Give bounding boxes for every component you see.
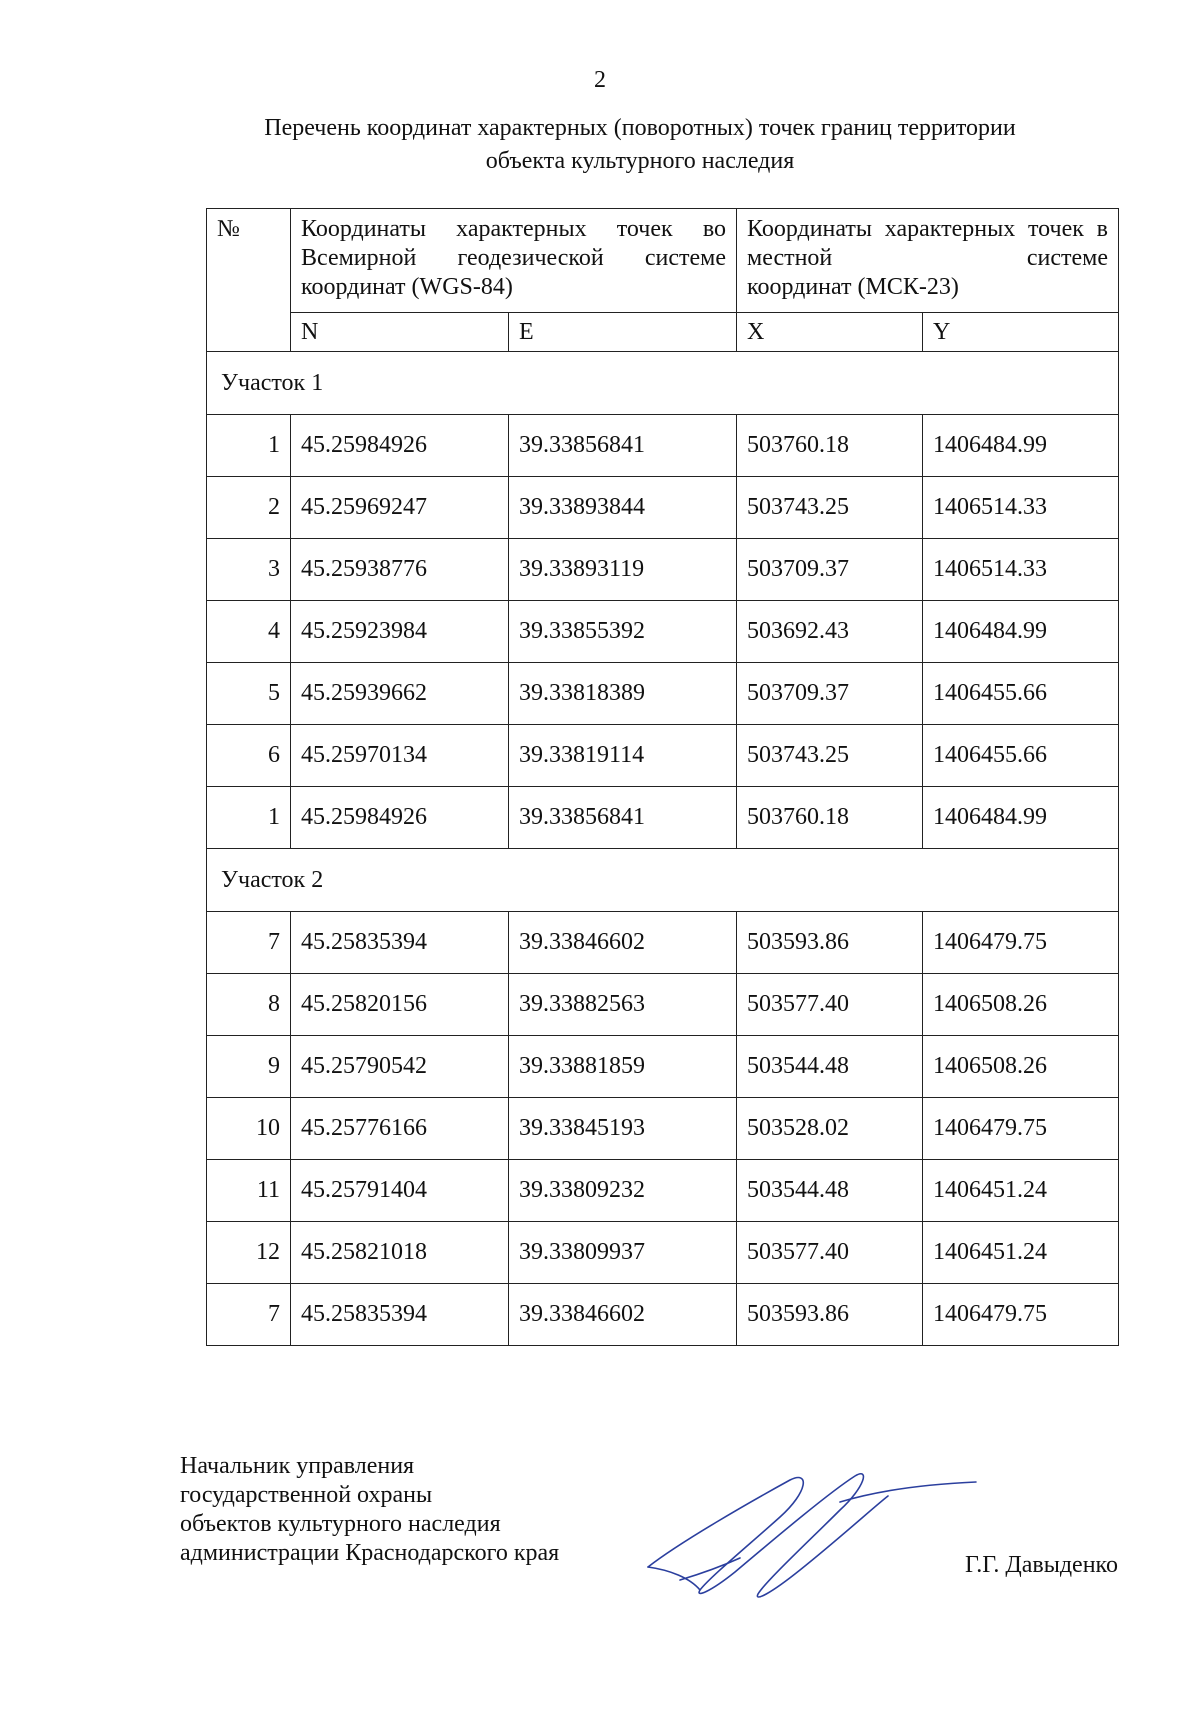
header-number: №: [207, 209, 291, 352]
msk-x-cell: 503593.86: [737, 1284, 923, 1346]
msk-x-cell: 503709.37: [737, 539, 923, 601]
longitude-cell: 39.33846602: [509, 1284, 737, 1346]
table-row: [207, 912, 1119, 974]
point-number-cell: 7: [207, 912, 291, 974]
table-row: [207, 601, 1119, 663]
longitude-cell: 39.33893844: [509, 477, 737, 539]
msk-y-cell: 1406479.75: [923, 1098, 1119, 1160]
msk-x-cell: 503528.02: [737, 1098, 923, 1160]
table-row: [207, 539, 1119, 601]
section-label: Участок 1: [207, 352, 1119, 415]
table-row: [207, 1160, 1119, 1222]
latitude-cell: 45.25835394: [291, 1284, 509, 1346]
table-row: [207, 974, 1119, 1036]
longitude-cell: 39.33856841: [509, 415, 737, 477]
msk-x-cell: 503760.18: [737, 415, 923, 477]
msk-y-cell: 1406514.33: [923, 539, 1119, 601]
point-number-cell: 5: [207, 663, 291, 725]
msk-y-cell: 1406484.99: [923, 787, 1119, 849]
table-row: [207, 1098, 1119, 1160]
table-row: [207, 1284, 1119, 1346]
point-number-cell: 1: [207, 787, 291, 849]
msk-x-cell: 503760.18: [737, 787, 923, 849]
msk-x-cell: 503743.25: [737, 725, 923, 787]
signatory-line-1: Начальник управления: [180, 1453, 415, 1479]
longitude-cell: 39.33881859: [509, 1036, 737, 1098]
table-row: [207, 787, 1119, 849]
document-title: [180, 112, 1100, 178]
table-row: [207, 1036, 1119, 1098]
header-wgs84-line1: Координаты характерных точек во: [301, 216, 726, 242]
msk-y-cell: 1406484.99: [923, 415, 1119, 477]
header-msk23-line2: точек в местной системе: [747, 216, 1108, 271]
longitude-cell: 39.33856841: [509, 787, 737, 849]
point-number-cell: 9: [207, 1036, 291, 1098]
handwritten-signature: [640, 1462, 980, 1612]
msk-x-cell: 503577.40: [737, 974, 923, 1036]
longitude-cell: 39.33893119: [509, 539, 737, 601]
header-wgs84: [291, 209, 737, 313]
point-number-cell: 1: [207, 415, 291, 477]
subheader-n: N: [291, 313, 509, 352]
longitude-cell: 39.33845193: [509, 1098, 737, 1160]
longitude-cell: 39.33809937: [509, 1222, 737, 1284]
section-row: [207, 352, 1119, 415]
longitude-cell: 39.33882563: [509, 974, 737, 1036]
table-row: [207, 663, 1119, 725]
latitude-cell: 45.25790542: [291, 1036, 509, 1098]
section-row: [207, 849, 1119, 912]
latitude-cell: 45.25938776: [291, 539, 509, 601]
msk-y-cell: 1406479.75: [923, 1284, 1119, 1346]
point-number-cell: 4: [207, 601, 291, 663]
longitude-cell: 39.33855392: [509, 601, 737, 663]
coordinates-table: [206, 208, 1119, 1346]
latitude-cell: 45.25984926: [291, 787, 509, 849]
subheader-e: E: [509, 313, 737, 352]
table-row: [207, 477, 1119, 539]
table-row: [207, 725, 1119, 787]
header-msk23-line1: Координаты характерных: [747, 216, 1016, 242]
msk-x-cell: 503692.43: [737, 601, 923, 663]
latitude-cell: 45.25984926: [291, 415, 509, 477]
subheader-x: X: [737, 313, 923, 352]
msk-y-cell: 1406455.66: [923, 663, 1119, 725]
msk-y-cell: 1406479.75: [923, 912, 1119, 974]
msk-x-cell: 503593.86: [737, 912, 923, 974]
header-wgs84-line3: координат (WGS-84): [301, 274, 513, 300]
table-subheader-row: [207, 313, 1119, 352]
subheader-y: Y: [923, 313, 1119, 352]
header-wgs84-line2: Всемирной геодезической системе: [301, 245, 726, 271]
point-number-cell: 2: [207, 477, 291, 539]
longitude-cell: 39.33809232: [509, 1160, 737, 1222]
section-label: Участок 2: [207, 849, 1119, 912]
header-msk23-line3: координат (МСК-23): [747, 274, 959, 300]
latitude-cell: 45.25820156: [291, 974, 509, 1036]
latitude-cell: 45.25791404: [291, 1160, 509, 1222]
point-number-cell: 7: [207, 1284, 291, 1346]
point-number-cell: 11: [207, 1160, 291, 1222]
header-msk23: [737, 209, 1119, 313]
longitude-cell: 39.33818389: [509, 663, 737, 725]
point-number-cell: 10: [207, 1098, 291, 1160]
msk-x-cell: 503743.25: [737, 477, 923, 539]
page-number: 2: [594, 67, 606, 93]
latitude-cell: 45.25776166: [291, 1098, 509, 1160]
latitude-cell: 45.25923984: [291, 601, 509, 663]
signatory-title: [180, 1452, 559, 1568]
latitude-cell: 45.25821018: [291, 1222, 509, 1284]
msk-y-cell: 1406508.26: [923, 974, 1119, 1036]
msk-y-cell: 1406484.99: [923, 601, 1119, 663]
latitude-cell: 45.25970134: [291, 725, 509, 787]
signatory-line-2: государственной охраны: [180, 1482, 433, 1508]
msk-x-cell: 503709.37: [737, 663, 923, 725]
msk-y-cell: 1406508.26: [923, 1036, 1119, 1098]
latitude-cell: 45.25939662: [291, 663, 509, 725]
longitude-cell: 39.33846602: [509, 912, 737, 974]
point-number-cell: 12: [207, 1222, 291, 1284]
msk-x-cell: 503544.48: [737, 1160, 923, 1222]
point-number-cell: 8: [207, 974, 291, 1036]
msk-y-cell: 1406514.33: [923, 477, 1119, 539]
longitude-cell: 39.33819114: [509, 725, 737, 787]
latitude-cell: 45.25969247: [291, 477, 509, 539]
table-row: [207, 1222, 1119, 1284]
table-row: [207, 415, 1119, 477]
signatory-line-4: администрации Краснодарского края: [180, 1540, 560, 1566]
table-header-row: [207, 209, 1119, 313]
msk-y-cell: 1406451.24: [923, 1222, 1119, 1284]
signatory-name: Г.Г. Давыденко: [965, 1552, 1118, 1578]
point-number-cell: 6: [207, 725, 291, 787]
point-number-cell: 3: [207, 539, 291, 601]
latitude-cell: 45.25835394: [291, 912, 509, 974]
title-line-2: объекта культурного наследия: [485, 148, 795, 174]
signatory-line-3: объектов культурного наследия: [180, 1511, 501, 1537]
msk-x-cell: 503544.48: [737, 1036, 923, 1098]
msk-y-cell: 1406451.24: [923, 1160, 1119, 1222]
msk-x-cell: 503577.40: [737, 1222, 923, 1284]
title-line-1: Перечень координат характерных (поворотных) точек границ территории: [264, 115, 1016, 141]
msk-y-cell: 1406455.66: [923, 725, 1119, 787]
